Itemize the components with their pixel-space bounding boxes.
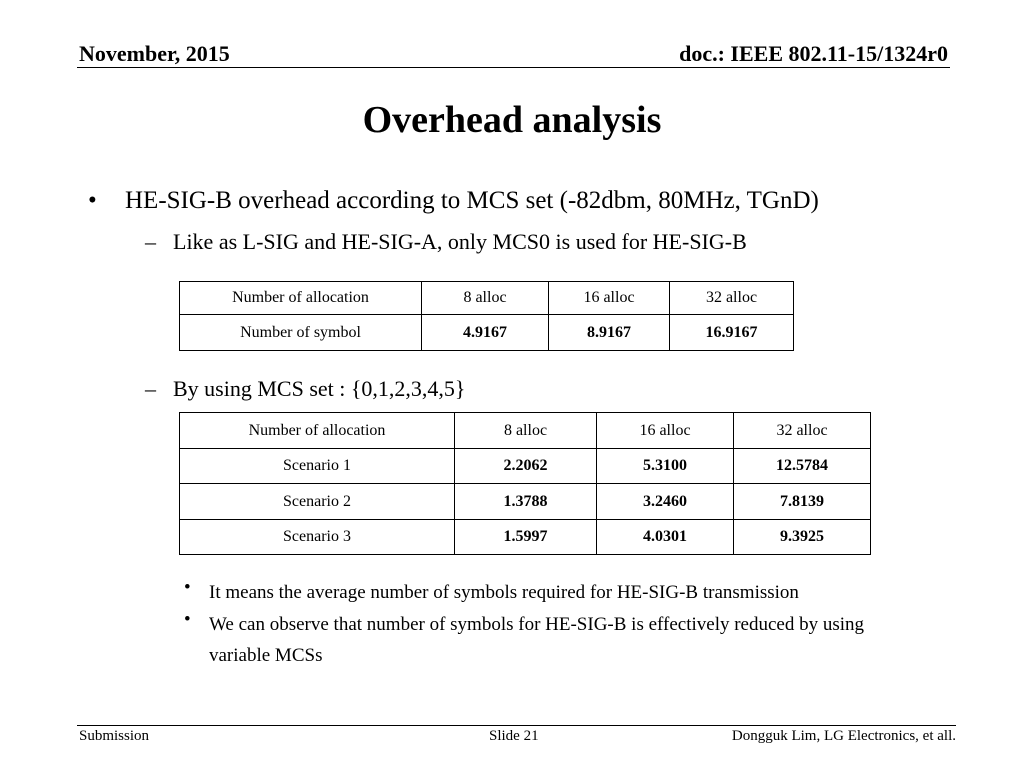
row-label: Scenario 2 bbox=[180, 484, 455, 520]
footer-author: Dongguk Lim, LG Electronics, et all. bbox=[731, 728, 956, 744]
sub-bullet-mcs0-text: Like as L-SIG and HE-SIG-A, only MCS0 is used for HE-SIG-B bbox=[173, 229, 747, 254]
value-cell: 4.9167 bbox=[422, 315, 549, 351]
value-cell: 7.8139 bbox=[734, 484, 871, 520]
value-cell: 12.5784 bbox=[734, 449, 871, 484]
dash-marker: – bbox=[145, 376, 156, 401]
footer-submission: Submission bbox=[79, 728, 150, 744]
header-cell: 32 alloc bbox=[734, 413, 871, 449]
value-cell: 1.3788 bbox=[455, 484, 597, 520]
value-cell: 3.2460 bbox=[597, 484, 734, 520]
footer-slide-number: Slide 21 bbox=[489, 728, 539, 744]
table-row bbox=[180, 484, 871, 520]
main-bullet-text: HE-SIG-B overhead according to MCS set (-82dbm, 80MHz, TGnD) bbox=[125, 187, 819, 214]
table-row bbox=[180, 315, 794, 351]
header-date: November, 2015 bbox=[79, 41, 230, 66]
table-mcs-set bbox=[179, 412, 871, 555]
table-row bbox=[180, 520, 871, 555]
footer-divider bbox=[77, 725, 956, 726]
value-cell: 4.0301 bbox=[597, 520, 734, 555]
value-cell: 8.9167 bbox=[549, 315, 670, 351]
bullet-marker: • bbox=[184, 609, 191, 630]
note-text: It means the average number of symbols required for HE-SIG-B transmission bbox=[209, 582, 799, 603]
table-header-row bbox=[180, 413, 871, 449]
row-label: Scenario 1 bbox=[180, 449, 455, 484]
value-cell: 16.9167 bbox=[670, 315, 794, 351]
row-label: Scenario 3 bbox=[180, 520, 455, 555]
header-cell: 8 alloc bbox=[455, 413, 597, 449]
table-mcs0 bbox=[179, 281, 794, 351]
note-text: We can observe that number of symbols for HE-SIG-B is effectively reduced by using variable MCSs bbox=[209, 614, 865, 666]
header-cell: 32 alloc bbox=[670, 282, 794, 315]
table-row bbox=[180, 449, 871, 484]
header-cell: 16 alloc bbox=[549, 282, 670, 315]
header-cell: Number of allocation bbox=[180, 413, 455, 449]
row-label: Number of symbol bbox=[180, 315, 422, 351]
header-cell: 8 alloc bbox=[422, 282, 549, 315]
header-doc-id: doc.: IEEE 802.11-15/1324r0 bbox=[679, 41, 948, 66]
value-cell: 5.3100 bbox=[597, 449, 734, 484]
value-cell: 9.3925 bbox=[734, 520, 871, 555]
header-cell: Number of allocation bbox=[180, 282, 422, 315]
slide-title: Overhead analysis bbox=[362, 99, 662, 141]
header-divider bbox=[77, 67, 950, 68]
dash-marker: – bbox=[145, 229, 156, 254]
bullet-marker: • bbox=[88, 187, 97, 214]
header-cell: 16 alloc bbox=[597, 413, 734, 449]
table-header-row bbox=[180, 282, 794, 315]
value-cell: 1.5997 bbox=[455, 520, 597, 555]
bullet-marker: • bbox=[184, 577, 191, 598]
value-cell: 2.2062 bbox=[455, 449, 597, 484]
sub-bullet-mcs-set-text: By using MCS set : {0,1,2,3,4,5} bbox=[173, 376, 466, 401]
